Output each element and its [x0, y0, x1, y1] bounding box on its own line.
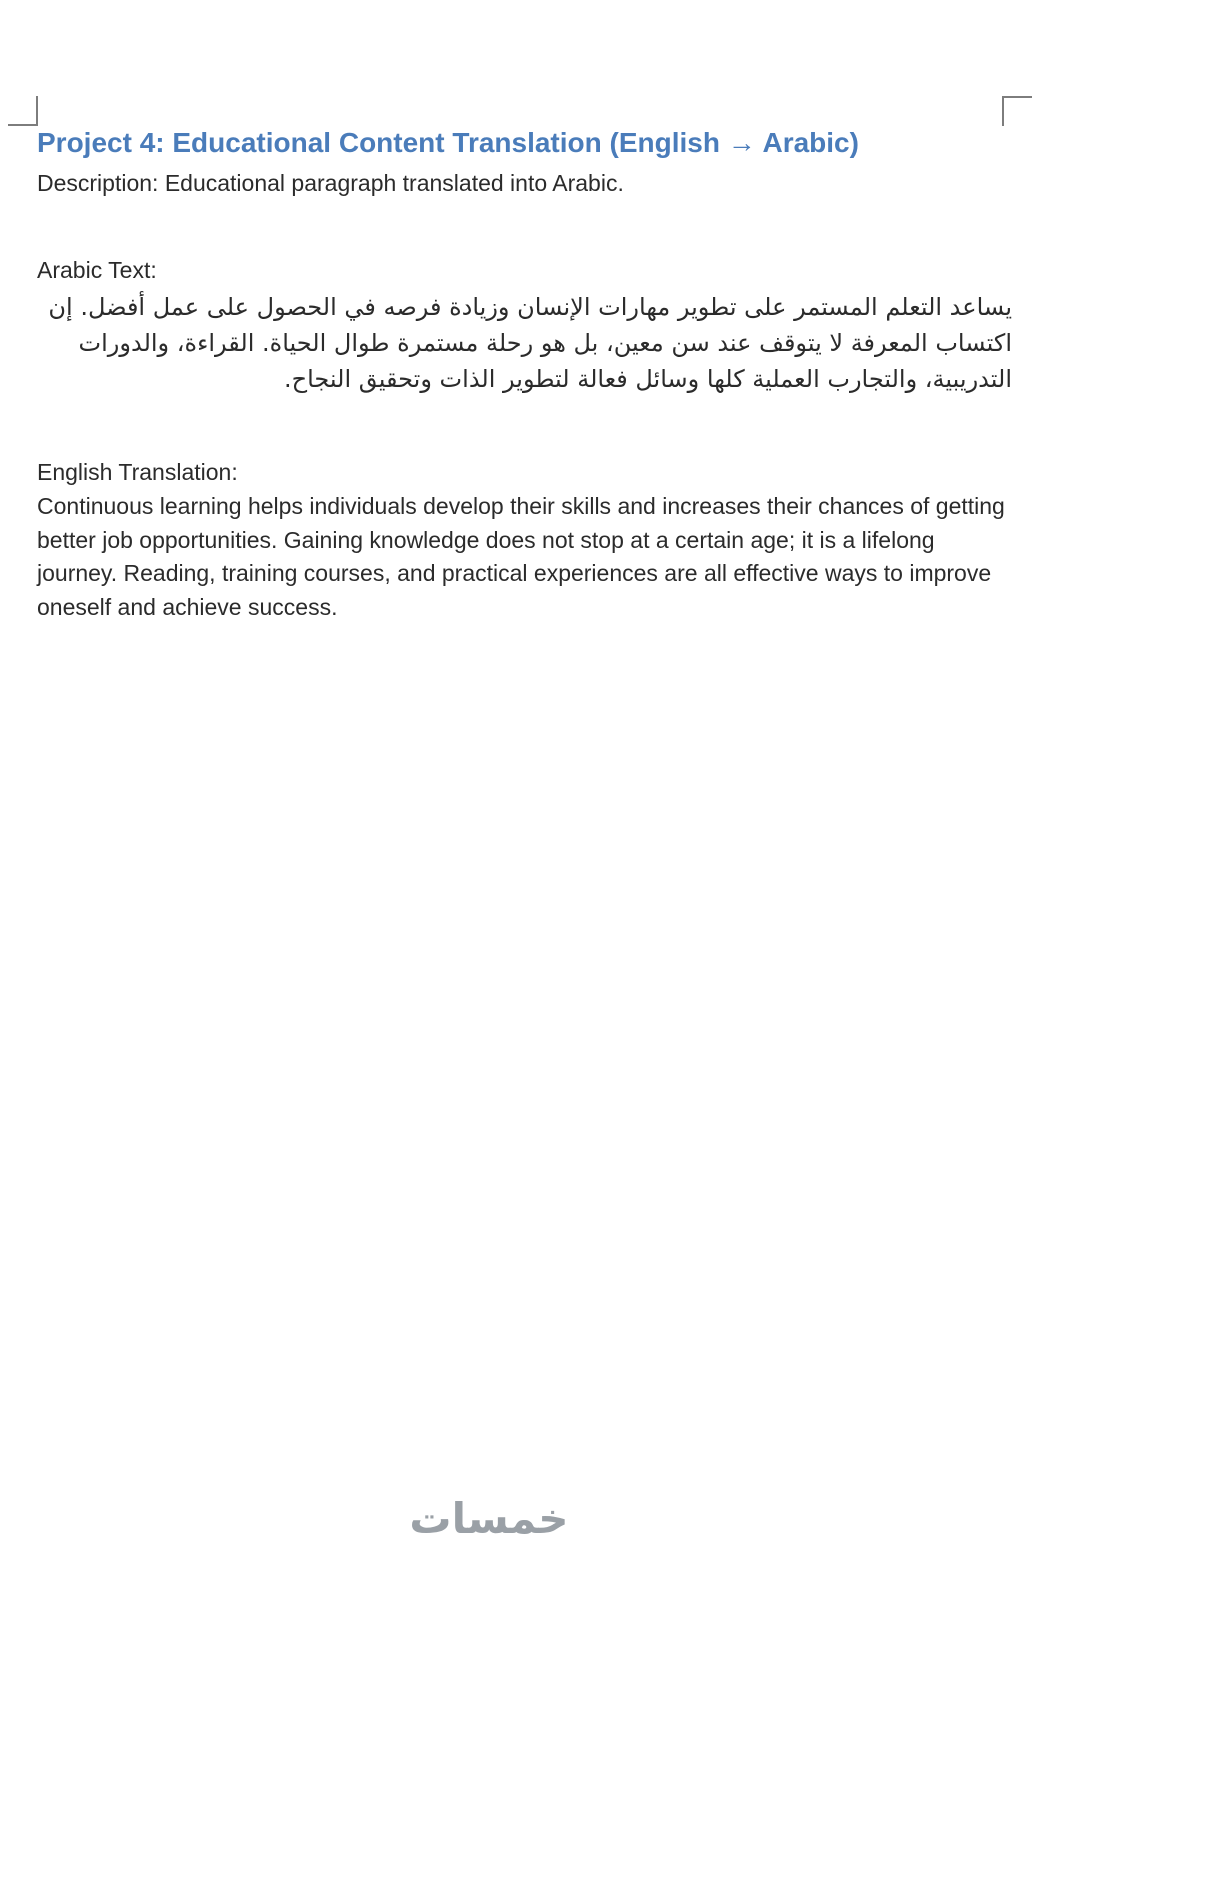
page-title: Project 4: Educational Content Translation (English → Arabic) — [37, 127, 859, 158]
english-translation-paragraph: Continuous learning helps individuals develop their skills and increases their chances of getting better job opportunities. Gaining knowledge does not stop at a certain age; it is a lifelong journey. Reading, training courses, and practical experiences are all effective ways to improve oneself and achieve success. — [37, 493, 1005, 620]
document-content — [37, 0, 1012, 624]
crop-mark-top-left — [8, 96, 38, 126]
khamsat-watermark-logo: خمسات — [409, 1494, 569, 1543]
document-description: Description: Educational paragraph translated into Arabic. — [37, 170, 624, 196]
english-translation-heading: English Translation: — [37, 459, 238, 485]
arabic-text-paragraph: يساعد التعلم المستمر على تطوير مهارات الإنسان وزيادة فرصه في الحصول على عمل أفضل. إن اكتساب المعرفة لا يتوقف عند سن معين، بل هو رحلة مستمرة طوال الحياة. القراءة، والدورات التدريبية، والتجارب العملية كلها وسائل فعالة لتطوير الذات وتحقيق النجاح. — [48, 293, 1012, 393]
arabic-text-heading: Arabic Text: — [37, 257, 157, 283]
